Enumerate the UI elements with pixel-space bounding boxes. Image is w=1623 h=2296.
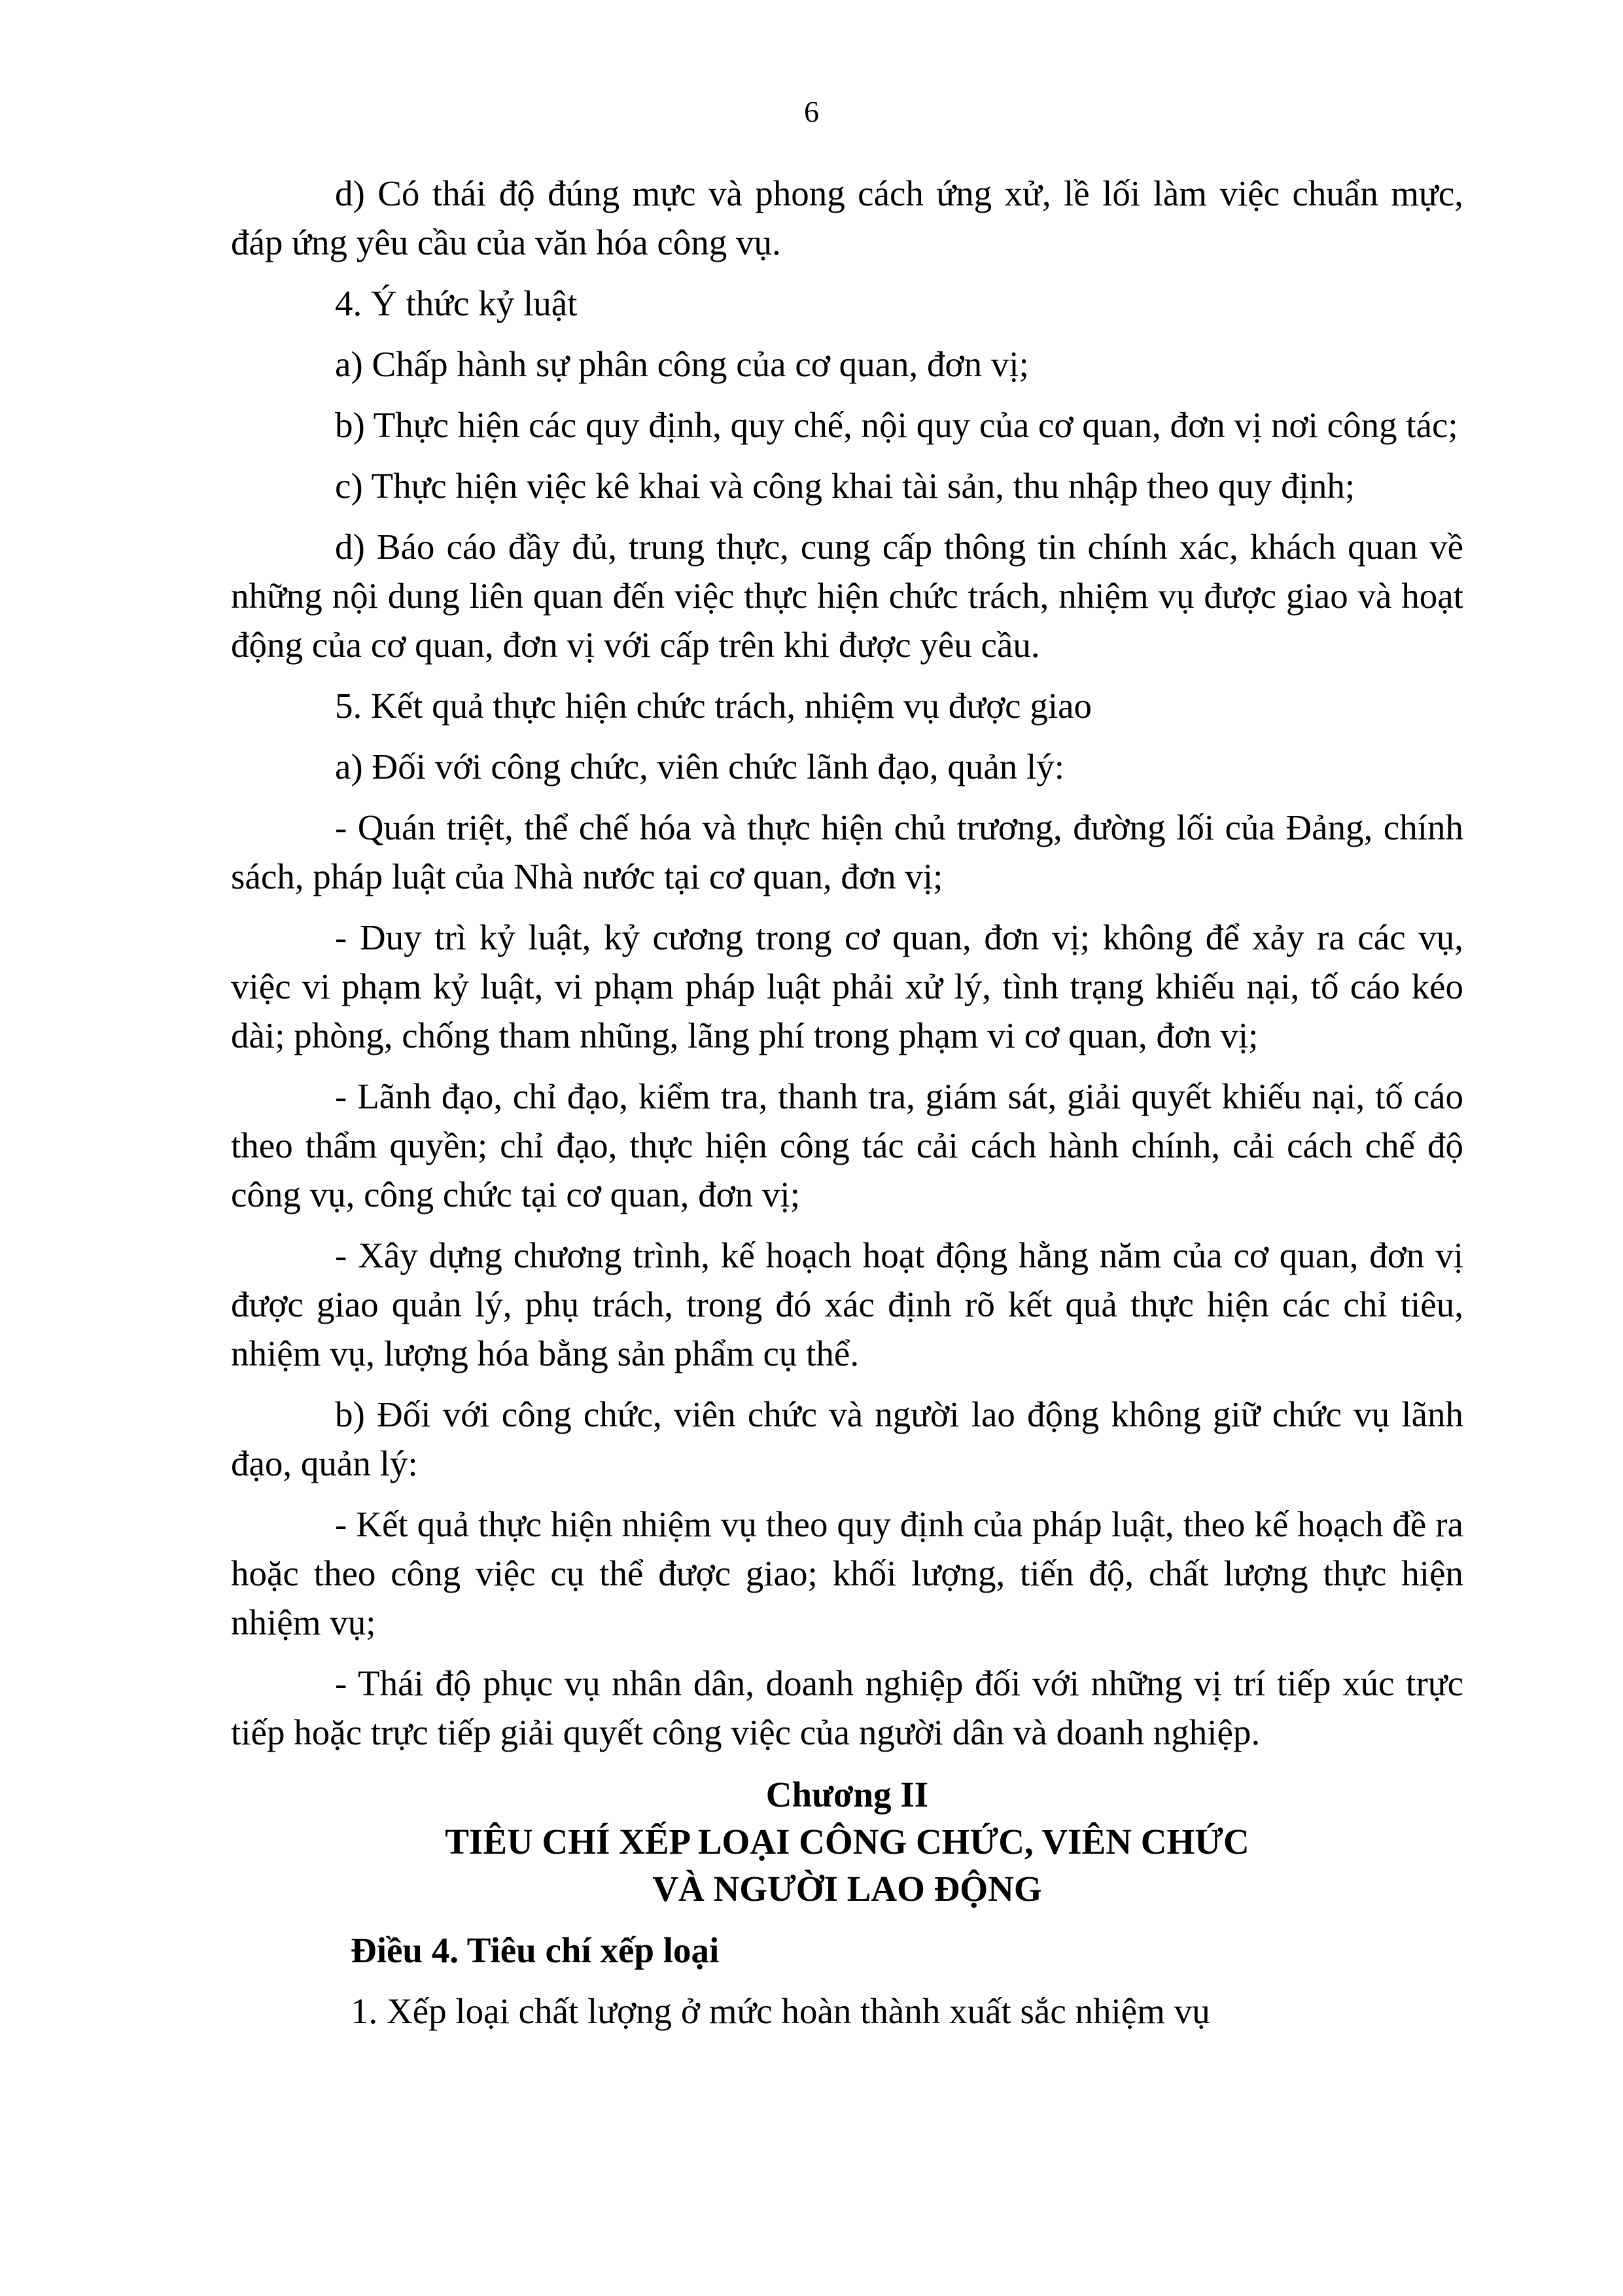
chapter-title-line-2: VÀ NGƯỜI LAO ĐỘNG [652,1869,1042,1909]
document-body [231,169,1463,2036]
article-item: 1. Xếp loại chất lượng ở mức hoàn thành xuất sắc nhiệm vụ [351,1991,1210,2031]
chapter-heading [231,1771,1463,1913]
section-heading: 5. Kết quả thực hiện chức trách, nhiệm vụ được giao [335,686,1092,726]
paragraph: - Xây dựng chương trình, kế hoạch hoạt động hằng năm của cơ quan, đơn vị được giao quản lý, phụ trách, trong đó xác định rõ kết quả thực hiện các chỉ tiêu, nhiệm vụ, lượng hóa bằng sản phẩm cụ thể. [231,1235,1463,1373]
page-number: 6 [804,95,819,128]
paragraph: - Kết quả thực hiện nhiệm vụ theo quy định của pháp luật, theo kế hoạch đề ra hoặc theo công việc cụ thể được giao; khối lượng, tiến độ, chất lượng thực hiện nhiệm vụ; [231,1504,1463,1642]
paragraph: b) Đối với công chức, viên chức và người lao động không giữ chức vụ lãnh đạo, quản lý: [231,1394,1463,1483]
paragraph: b) Thực hiện các quy định, quy chế, nội quy của cơ quan, đơn vị nơi công tác; [335,405,1458,445]
chapter-label: Chương II [765,1775,929,1814]
article-heading: Điều 4. Tiêu chí xếp loại [351,1930,720,1970]
paragraph: - Quán triệt, thể chế hóa và thực hiện chủ trương, đường lối của Đảng, chính sách, pháp luật của Nhà nước tại cơ quan, đơn vị; [231,807,1463,896]
chapter-title-line-1: TIÊU CHÍ XẾP LOẠI CÔNG CHỨC, VIÊN CHỨC [445,1822,1249,1862]
paragraph: - Thái độ phục vụ nhân dân, doanh nghiệp đối với những vị trí tiếp xúc trực tiếp hoặc trực tiếp giải quyết công việc của người dân và doanh nghiệp. [231,1663,1463,1752]
paragraph: d) Báo cáo đầy đủ, trung thực, cung cấp thông tin chính xác, khách quan về những nội dung liên quan đến việc thực hiện chức trách, nhiệm vụ được giao và hoạt động của cơ quan, đơn vị với cấp trên khi được yêu cầu. [231,527,1463,665]
paragraph: a) Đối với công chức, viên chức lãnh đạo, quản lý: [335,747,1065,786]
paragraph: - Lãnh đạo, chỉ đạo, kiểm tra, thanh tra, giám sát, giải quyết khiếu nại, tố cáo theo thẩm quyền; chỉ đạo, thực hiện công tác cải cách hành chính, cải cách chế độ công vụ, công chức tại cơ quan, đơn vị; [231,1076,1463,1214]
paragraph: a) Chấp hành sự phân công của cơ quan, đơn vị; [335,344,1029,384]
section-heading: 4. Ý thức kỷ luật [335,283,578,323]
paragraph: c) Thực hiện việc kê khai và công khai tài sản, thu nhập theo quy định; [335,466,1355,506]
paragraph: d) Có thái độ đúng mực và phong cách ứng xử, lề lối làm việc chuẩn mực, đáp ứng yêu cầu của văn hóa công vụ. [231,173,1463,262]
paragraph: - Duy trì kỷ luật, kỷ cương trong cơ quan, đơn vị; không để xảy ra các vụ, việc vi phạm kỷ luật, vi phạm pháp luật phải xử lý, tình trạng khiếu nại, tố cáo kéo dài; phòng, chống tham nhũng, lãng phí trong phạm vi cơ quan, đơn vị; [231,917,1463,1055]
